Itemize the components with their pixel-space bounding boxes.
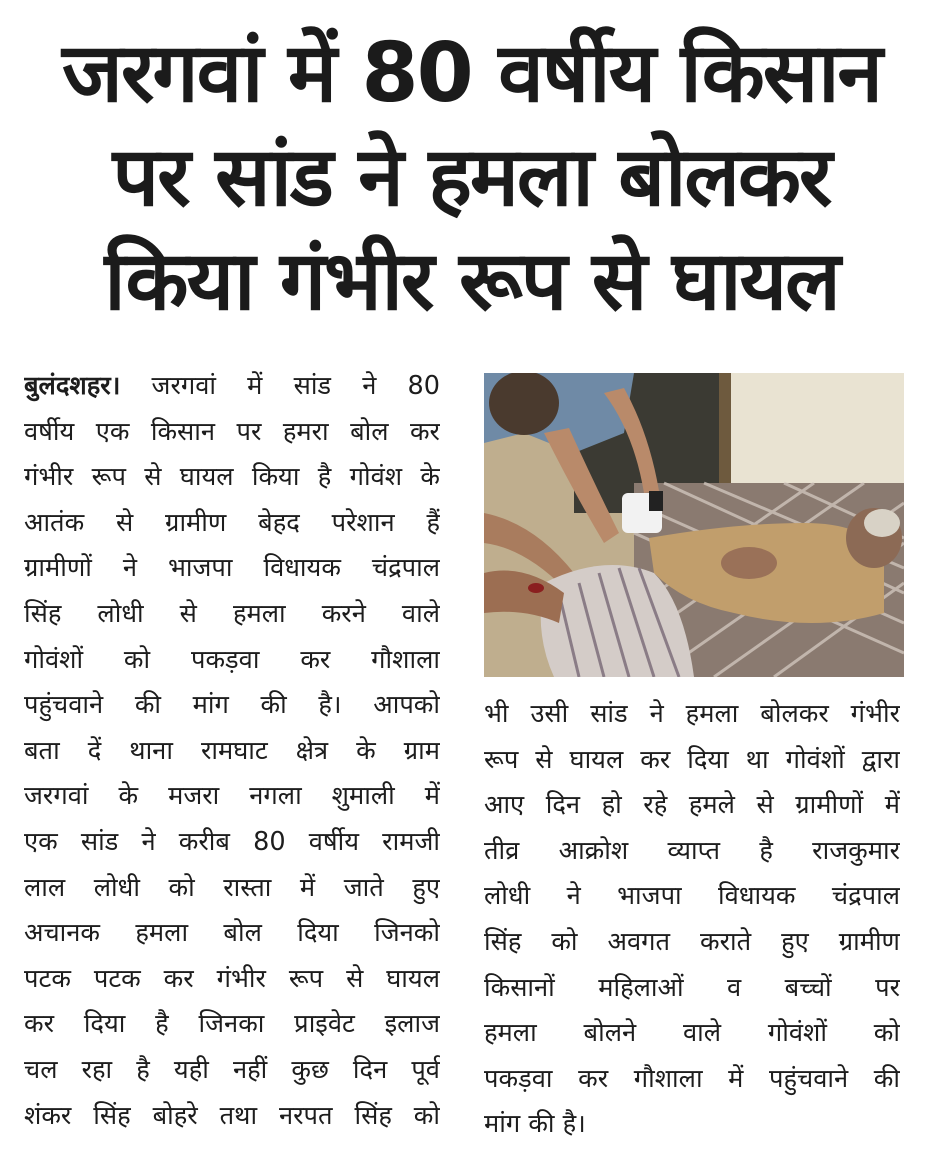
news-photo-illustration xyxy=(484,373,904,677)
article-line: सिंह को अवगत कराते हुए ग्रामीण xyxy=(484,926,900,957)
article-line: किसानों महिलाओं व बच्चों पर xyxy=(484,972,900,1003)
headline-line-1: जरगवां में 80 वर्षीय किसान xyxy=(62,26,881,121)
article-line xyxy=(24,364,440,410)
article-line: तीव्र आक्रोश व्याप्त है राजकुमार xyxy=(484,835,900,866)
headline xyxy=(18,22,925,334)
article-line: आए दिन हो रहे हमले से ग्रामीणों में xyxy=(484,790,900,821)
article-line: जरगवां के मजरा नगला शुमाली में xyxy=(24,781,440,812)
article-line: ग्रामीणों ने भाजपा विधायक चंद्रपाल xyxy=(24,553,440,584)
article-line: रूप से घायल कर दिया था गोवंशों द्वारा xyxy=(484,744,900,775)
article-line: मांग की है। xyxy=(484,1109,586,1140)
article-line: एक सांड ने करीब 80 वर्षीय रामजी xyxy=(24,826,440,857)
news-photo xyxy=(484,373,904,677)
article-line-text: जरगवां में सांड ने 80 xyxy=(120,371,440,401)
article-line: चल रहा है यही नहीं कुछ दिन पूर्व xyxy=(24,1054,440,1085)
article-line: गोवंशों को पकड़वा कर गौशाला xyxy=(24,644,440,675)
article-line: पटक पटक कर गंभीर रूप से घायल xyxy=(24,963,440,994)
dateline: बुलंदशहर। xyxy=(24,371,121,401)
article-line: कर दिया है जिनका प्राइवेट इलाज xyxy=(24,1009,440,1040)
article-line: गंभीर रूप से घायल किया है गोवंश के xyxy=(24,462,440,493)
article-column-left xyxy=(24,364,440,1139)
headline-line-2: पर सांड ने हमला बोलकर xyxy=(112,130,831,225)
article-line: पहुंचवाने की मांग की है। आपको xyxy=(24,690,440,721)
headline-line-3: किया गंभीर रूप से घायल xyxy=(104,234,839,329)
article-line: शंकर सिंह बोहरे तथा नरपत सिंह को xyxy=(24,1100,440,1131)
article-line: वर्षीय एक किसान पर हमरा बोल कर xyxy=(24,416,440,447)
article-line: बता दें थाना रामघाट क्षेत्र के ग्राम xyxy=(24,735,440,766)
article-line: सिंह लोधी से हमला करने वाले xyxy=(24,598,440,629)
article-column-right xyxy=(484,692,900,1148)
article-line: लोधी ने भाजपा विधायक चंद्रपाल xyxy=(484,881,900,912)
article-line: हमला बोलने वाले गोवंशों को xyxy=(484,1018,900,1049)
article-line: आतंक से ग्रामीण बेहद परेशान हैं xyxy=(24,507,440,538)
article-line: भी उसी सांड ने हमला बोलकर गंभीर xyxy=(484,699,900,729)
article-line: पकड़वा कर गौशाला में पहुंचवाने की xyxy=(484,1063,900,1094)
article-line: लाल लोधी को रास्ता में जाते हुए xyxy=(24,872,440,903)
article-line: अचानक हमला बोल दिया जिनको xyxy=(24,918,440,949)
